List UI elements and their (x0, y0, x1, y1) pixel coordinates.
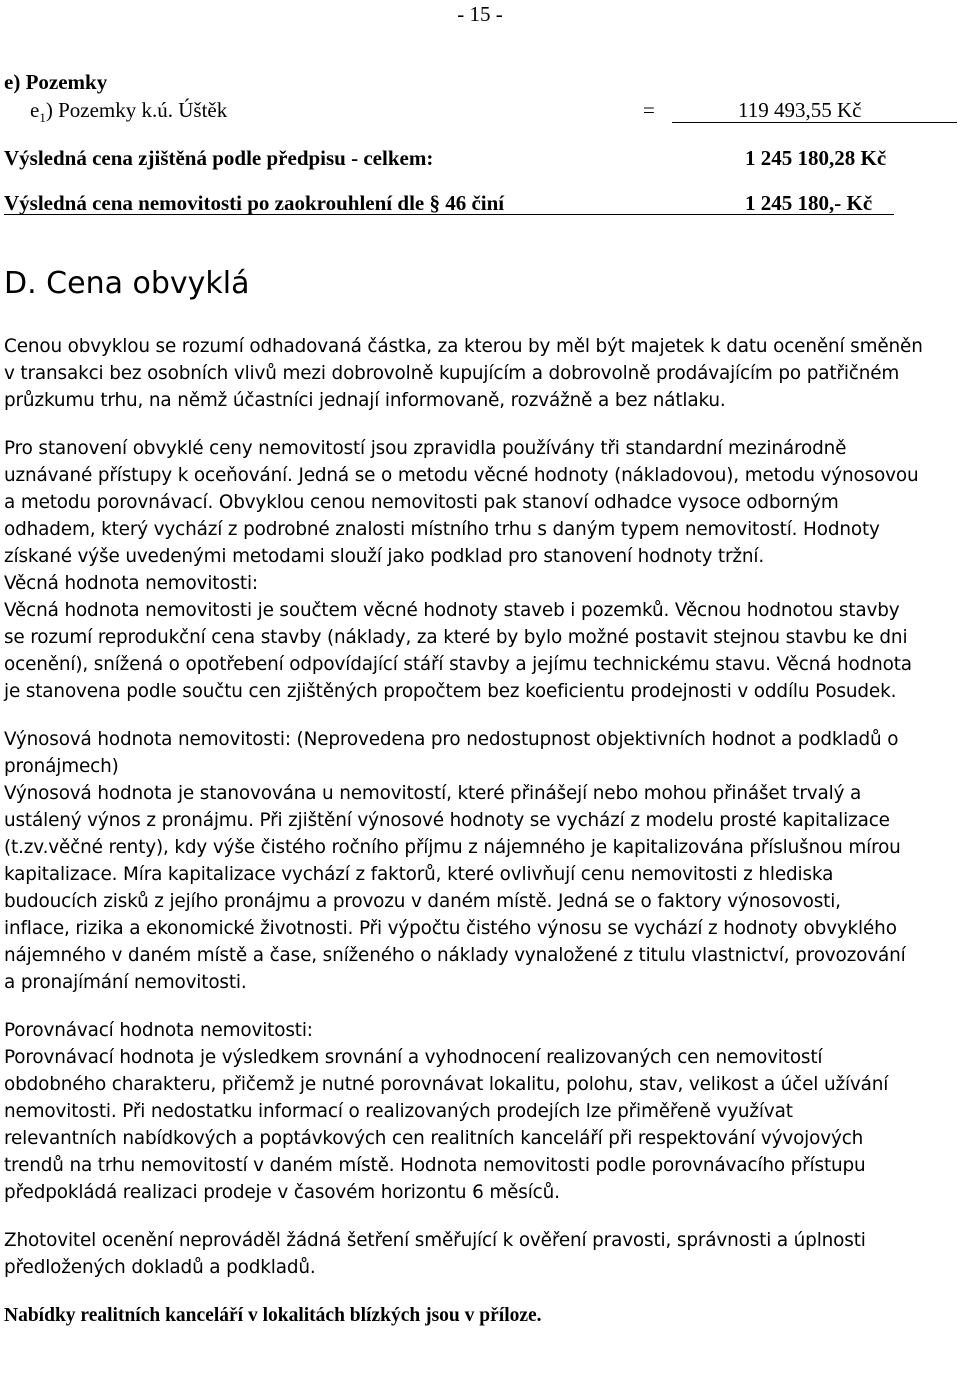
text-line: Porovnávací hodnota je výsledkem srovnání a vyhodnocení realizovaných cen nemovitostí (4, 1047, 823, 1068)
text-line: v transakci bez osobních vlivů mezi dobrovolně kupujícím a dobrovolně prodávajícím po patřičném (4, 363, 900, 384)
text-line: nemovitosti. Při nedostatku informací o realizovaných prodejích lze přiměřeně využívat (4, 1101, 793, 1122)
text-line: se rozumí reprodukční cena stavby (náklady, za které by bylo možné postavit stejnou stavbu ke dni (4, 627, 908, 648)
text-line: předpokládá realizaci prodeje v časovém horizontu 6 měsíců. (4, 1182, 560, 1203)
computed-price-value: 1 245 180,28 Kč (745, 146, 887, 170)
text-line: pronájmech) (4, 756, 119, 777)
text-line: Cenou obvyklou se rozumí odhadovaná částka, za kterou by měl být majetek k datu ocenění směněn (4, 336, 923, 357)
text-line: získané výše uvedenými metodami slouží jako podklad pro stanovení hodnoty tržní. (4, 546, 765, 567)
text-line: nájemného v daném místě a čase, sníženého o náklady vynaložené z titulu vlastnictví, provozování (4, 945, 906, 966)
text-line: kapitalizace. Míra kapitalizace vychází z faktorů, které ovlivňují cenu nemovitosti z hlediska (4, 864, 834, 885)
land-item-value: 119 493,55 Kč (738, 98, 862, 122)
land-item-value-underline (672, 122, 957, 123)
land-item-suffix: ) Pozemky k.ú. Úštěk (45, 98, 228, 122)
text-line: uznávané přístupy k oceňování. Jedná se o metodu věcné hodnoty (nákladovou), metodu výnosovou (4, 465, 919, 486)
text-line: (t.zv.věčné renty), kdy výše čistého ročního příjmu z nájemného je kapitalizována příslušnou mírou (4, 837, 901, 858)
text-line: Výnosová hodnota nemovitosti: (Neprovedena pro nedostupnost objektivních hodnot a podkladů o (4, 729, 899, 750)
text-line: Zhotovitel ocenění neprováděl žádná šetření směřující k ověření pravosti, správnosti a úplnosti (4, 1230, 866, 1251)
text-line: Porovnávací hodnota nemovitosti: (4, 1020, 313, 1041)
land-heading: e) Pozemky (4, 70, 108, 94)
paragraph-definition (4, 333, 954, 414)
text-line: ustálený výnos z pronájmu. Při zjištění výnosové hodnoty se vychází z modelu prosté kapitalizace (4, 810, 890, 831)
text-line: relevantních nabídkových a poptávkových cen realitních kanceláří při respektování vývojových (4, 1128, 864, 1149)
computed-price-label: Výsledná cena zjištěná podle předpisu - celkem: (4, 146, 434, 170)
rounded-price-label: Výsledná cena nemovitosti po zaokrouhlení dle § 46 činí (4, 191, 505, 215)
paragraph-income-value (4, 726, 954, 996)
text-line: obdobného charakteru, přičemž je nutné porovnávat lokalitu, polohu, stav, velikost a účel užívání (4, 1074, 889, 1095)
text-line: a pronajímání nemovitosti. (4, 972, 247, 993)
text-line: Výnosová hodnota je stanovována u nemovitostí, které přinášejí nebo mohou přinášet trvalý a (4, 783, 862, 804)
section-title: D. Cena obvyklá (4, 266, 250, 301)
body-text (4, 333, 954, 1329)
rounded-price-value: 1 245 180,- Kč (745, 191, 873, 215)
land-item-prefix: e (30, 98, 40, 122)
paragraph-methods (4, 435, 954, 705)
land-item-label (30, 98, 227, 130)
text-line: Věcná hodnota nemovitosti: (4, 573, 258, 594)
text-line: trendů na trhu nemovitostí v daném místě. Hodnota nemovitosti podle porovnávacího přístupu (4, 1155, 866, 1176)
text-line: budoucích zisků z jejího pronájmu a provozu v daném místě. Jedná se o faktory výnosovosti, (4, 891, 841, 912)
paragraph-comparative-value (4, 1017, 954, 1206)
text-line: Věcná hodnota nemovitosti je součtem věcné hodnoty staveb i pozemků. Věcnou hodnotou stavby (4, 600, 900, 621)
paragraph-disclaimer (4, 1227, 954, 1281)
text-line: a metodu porovnávací. Obvyklou cenou nemovitosti pak stanoví odhadce vysoce odborným (4, 492, 839, 513)
text-line: průzkumu trhu, na němž účastníci jednají informovaně, rozvážně a bez nátlaku. (4, 390, 726, 411)
text-line: inflace, rizika a ekonomické životnosti. Při výpočtu čistého výnosu se vychází z hodnoty obvyklého (4, 918, 897, 939)
page-number: - 15 - (457, 2, 503, 26)
text-line: odhadem, který vychází z podrobné znalosti místního trhu s daným typem nemovitostí. Hodnoty (4, 519, 880, 540)
text-line: předložených dokladů a podkladů. (4, 1257, 316, 1278)
text-line: Pro stanovení obvyklé ceny nemovitostí jsou zpravidla používány tři standardní mezinárodně (4, 438, 847, 459)
land-item-subscript: 1 (39, 110, 46, 126)
land-item-equals: = (643, 98, 655, 122)
closing-note: Nabídky realitních kanceláří v lokalitách blízkých jsou v příloze. (4, 1305, 542, 1326)
text-line: ocenění), snížená o opotřebení odpovídající stáří stavby a jejímu technickému stavu. Věcná hodnota (4, 654, 912, 675)
text-line: je stanovena podle součtu cen zjištěných propočtem bez koeficientu prodejnosti v oddílu Posudek. (4, 681, 897, 702)
